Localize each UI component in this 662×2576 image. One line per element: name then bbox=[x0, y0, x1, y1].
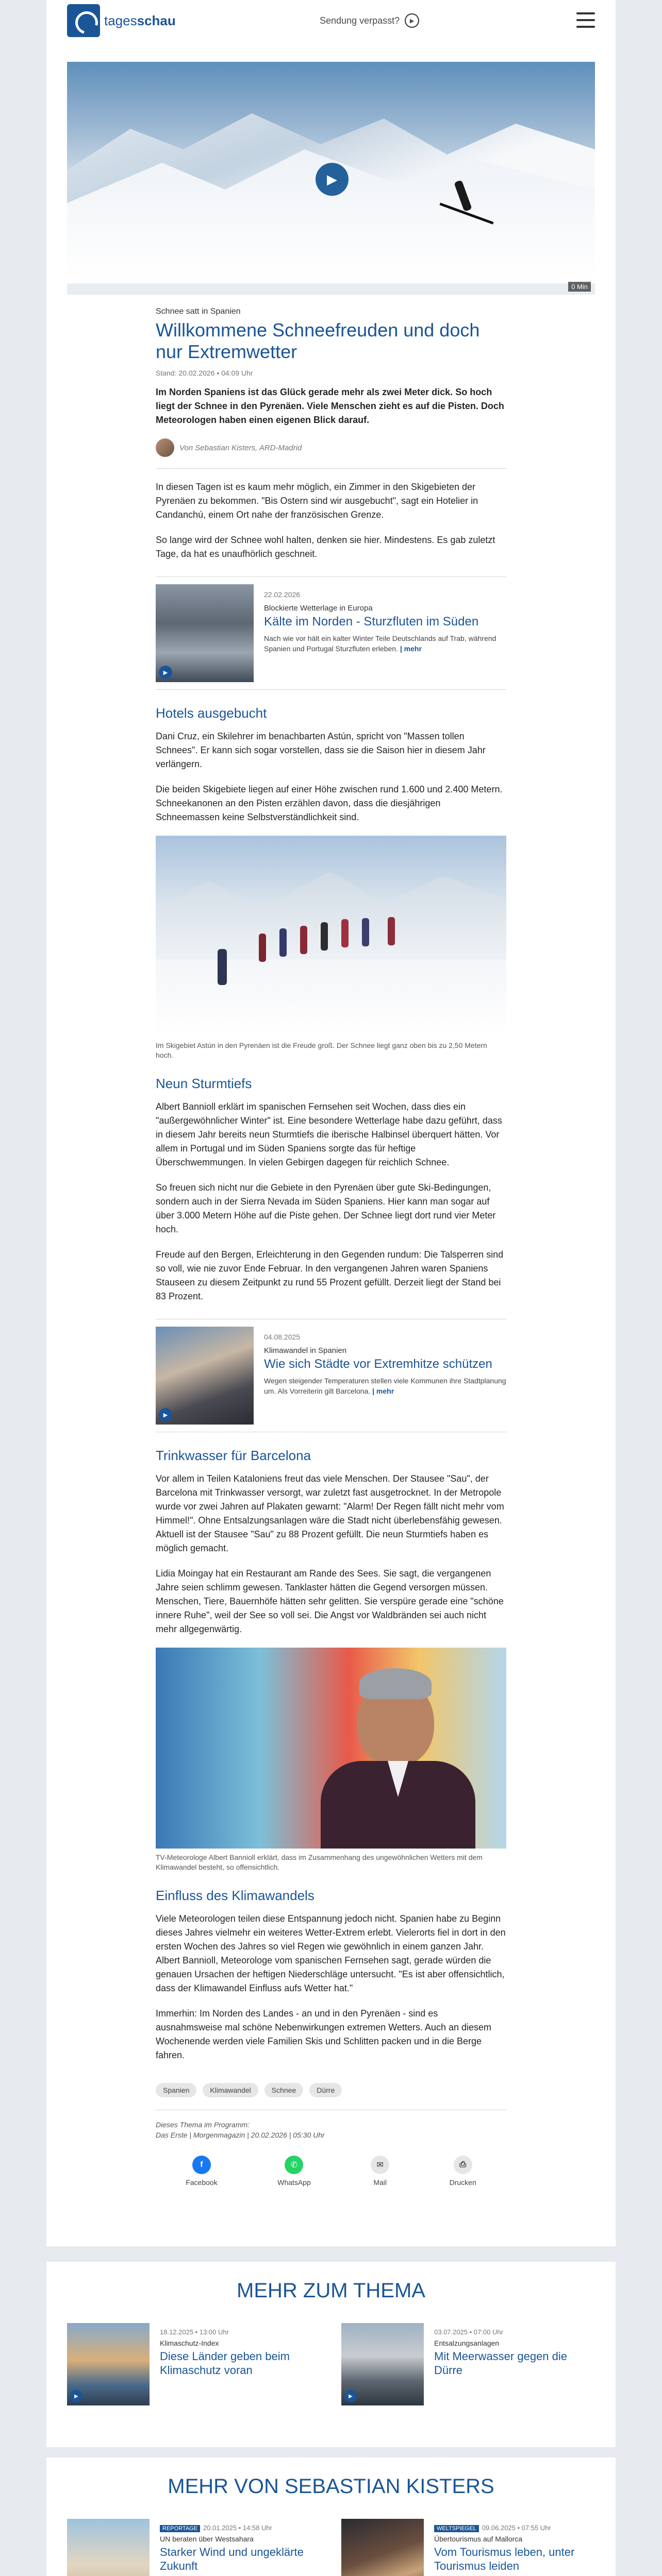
paragraph: Immerhin: Im Norden des Landes - an und in den Pyrenäen - sind es ausnahmsweise mal schöne Nebenwirkungen extremen Wetters. Auch an diesem Wochenende werden viele Familien Skis und Schlitten packen und in die Berge fahren. bbox=[156, 2008, 492, 2060]
card-topline: UN beraten über Westsahara bbox=[160, 2535, 254, 2543]
subheading: Trinkwasser für Barcelona bbox=[156, 1448, 311, 1463]
paragraph: So lange wird der Schnee wohl halten, denken sie hier. Mindestens. Es gab zuletzt Tage, da hat es unaufhörlich geschneit. bbox=[156, 535, 495, 559]
author-avatar bbox=[156, 438, 174, 457]
share-bar bbox=[156, 2156, 506, 2187]
video-icon: ▶ bbox=[159, 666, 172, 679]
author-card[interactable] bbox=[341, 2519, 595, 2576]
card-topline: Übertourismus auf Mallorca bbox=[434, 2535, 523, 2543]
figure-caption: TV-Meteorologe Albert Bannioll erklärt, dass im Zusammenhang des ungewöhnlichen Wetters mit dem Klimawandel besteht, so offensichtlich. bbox=[156, 1853, 483, 1871]
related-card[interactable] bbox=[67, 2323, 321, 2405]
tag-spanien[interactable]: Spanien bbox=[156, 2083, 196, 2097]
skiers-image[interactable] bbox=[156, 836, 506, 1037]
tv-note-detail: Das Erste | Morgenmagazin | 20.02.2026 | 05:30 Uhr bbox=[156, 2131, 325, 2139]
paragraph: Dani Cruz, ein Skilehrer im benachbarten Astún, spricht von "Massen tollen Schnees". Er kann sich sogar vorstellen, dass sie die Saison hier in diesem Jahr verlängern. bbox=[156, 731, 486, 769]
section-title: MEHR ZUM THEMA bbox=[237, 2279, 425, 2302]
card-badge: REPORTAGE bbox=[160, 2525, 200, 2532]
teaser-topline: Blockierte Wetterlage in Europa bbox=[264, 604, 373, 613]
card-title[interactable]: Diese Länder geben beim Klimaschutz voran bbox=[160, 2350, 290, 2377]
card-date: 09.06.2025 • 07:55 Uhr bbox=[482, 2524, 551, 2532]
tag-duerre[interactable]: Dürre bbox=[309, 2083, 342, 2097]
video-icon: ▶ bbox=[70, 2390, 82, 2402]
card-image bbox=[341, 2323, 424, 2405]
section-title: MEHR VON SEBASTIAN KISTERS bbox=[168, 2475, 494, 2498]
more-link[interactable]: | mehr bbox=[372, 1387, 394, 1395]
paragraph: Albert Bannioll erklärt im spanischen Fernsehen seit Wochen, dass dies ein "außergewöhnlicher Winter" ist. Eine besondere Wetterlage habe dazu geführt, dass in diesem Jahr bereits neun Sturmtiefs die iberische Halbinsel überquert hätten. Vor allem in Portugal und im Süden Spaniens sorgte das für heftige Überschwemmungen. In vielen Gebirgen dagegen für reichlich Schnee. bbox=[156, 1101, 502, 1167]
more-link[interactable]: | mehr bbox=[400, 645, 422, 653]
tag-schnee[interactable]: Schnee bbox=[264, 2083, 303, 2097]
site-header bbox=[46, 0, 616, 41]
video-play-icon[interactable]: ▶ bbox=[316, 163, 349, 196]
teaser-text: Nach wie vor hält ein kalter Winter Teile Deutschlands auf Trab, während Spanien und Portugal Sturzfluten erleben. | mehr bbox=[264, 634, 496, 653]
logo-icon bbox=[67, 4, 100, 37]
teaser-image bbox=[156, 584, 254, 682]
video-duration: 0 Min bbox=[568, 282, 591, 292]
subheading: Neun Sturmtiefs bbox=[156, 1076, 252, 1091]
paragraph: Viele Meteorologen teilen diese Entspannung jedoch nicht. Spanien habe zu Beginn dieses Jahres vielmehr ein weiteres Wetter-Extrem erlebt. Vielerorts fiel in dort in den ersten Wochen des Jahres so viel Regen wie gewöhnlich in einem ganzen Jahr. Albert Bannioll, Meteorologe vom spanischen Fernsehen sagt, gerade würden die genauen Ursachen der heftigen Niederschläge untersucht. "Es ist aber offensichtlich, dass der Klimawandel Einfluss aufs Wetter hat." bbox=[156, 1913, 506, 1993]
tv-note-heading: Dieses Thema im Programm: bbox=[156, 2121, 250, 2129]
teaser-date: 04.08.2025 bbox=[264, 1333, 301, 1341]
weather-map-image[interactable] bbox=[156, 1648, 506, 1849]
print-icon: ⎙ bbox=[454, 2156, 472, 2174]
card-image bbox=[341, 2519, 424, 2576]
card-title[interactable]: Mit Meerwasser gegen die Dürre bbox=[434, 2350, 568, 2377]
teaser-topline: Klimawandel in Spanien bbox=[264, 1346, 347, 1355]
author-name: Von Sebastian Kisters, ARD-Madrid bbox=[179, 443, 302, 452]
teaser-extremhitze[interactable] bbox=[156, 1319, 506, 1432]
sendung-verpasst-label: Sendung verpasst? bbox=[320, 15, 400, 26]
card-title[interactable]: Vom Tourismus leben, unter Tourismus leiden bbox=[434, 2546, 575, 2572]
tagesschau-logo[interactable] bbox=[67, 4, 176, 37]
article-title: Willkommene Schneefreuden und doch nur Extremwetter bbox=[156, 319, 480, 362]
card-topline: Entsalzungsanlagen bbox=[434, 2339, 500, 2347]
author-card[interactable] bbox=[67, 2519, 321, 2576]
card-date: 03.07.2025 • 07:00 Uhr bbox=[434, 2328, 503, 2336]
figure-skiers bbox=[156, 836, 506, 1060]
tv-program-note bbox=[156, 2110, 506, 2140]
figure-meteorologe bbox=[156, 1648, 506, 1872]
video-icon: ▶ bbox=[159, 1408, 172, 1421]
share-facebook[interactable]: f Facebook bbox=[186, 2156, 217, 2187]
whatsapp-icon: ✆ bbox=[285, 2156, 303, 2174]
section-mehr-vom-autor bbox=[46, 2458, 616, 2576]
paragraph: So freuen sich nicht nur die Gebiete in den Pyrenäen über gute Ski-Bedingungen, sondern auch in der Sierra Nevada im Süden Spaniens. Hier kann man sogar auf über 3.000 Metern Höhe auf die Piste gehen. Der Schnee liegt dort rund vier Meter hoch. bbox=[156, 1182, 496, 1234]
card-image bbox=[67, 2519, 150, 2576]
section-mehr-zum-thema bbox=[46, 2262, 616, 2447]
logo-text-bold: schau bbox=[137, 12, 176, 28]
card-date: 18.12.2025 • 13:00 Uhr bbox=[160, 2328, 229, 2336]
card-date: 20.01.2025 • 14:58 Uhr bbox=[203, 2524, 272, 2532]
sendung-verpasst-link[interactable] bbox=[320, 13, 419, 28]
mail-icon: ✉ bbox=[371, 2156, 389, 2174]
teaser-title[interactable]: Wie sich Städte vor Extremhitze schützen bbox=[264, 1357, 492, 1371]
related-card[interactable] bbox=[341, 2323, 595, 2405]
logo-text-light: tages bbox=[104, 12, 137, 28]
card-title[interactable]: Starker Wind und ungeklärte Zukunft bbox=[160, 2546, 304, 2572]
article-meta: Stand: 20.02.2026 • 04:09 Uhr bbox=[156, 369, 253, 377]
share-mail[interactable]: ✉ Mail bbox=[371, 2156, 389, 2187]
paragraph: Lidia Moingay hat ein Restaurant am Rande des Sees. Sie sagt, die vergangenen Jahre seien schlimm gewesen. Tanklaster hätten die Gegend versorgen müssen. Menschen, Tiere, Bauernhöfe hätten sehr gelitten. Sie verspüre gerade eine "schöne innere Ruhe", weil der See so voll sei. Die Angst vor Waldbränden sei auch nicht mehr allgegenwärtig. bbox=[156, 1568, 504, 1634]
share-print[interactable]: ⎙ Drucken bbox=[450, 2156, 476, 2187]
paragraph: Die beiden Skigebiete liegen auf einer Höhe zwischen rund 1.600 und 2.400 Metern. Schneekanonen an den Pisten erzählen davon, dass die diesjährigen Schneemassen keine Selbstverständlichkeit sind. bbox=[156, 784, 503, 822]
video-icon: ▶ bbox=[344, 2390, 357, 2402]
tag-list bbox=[156, 2083, 506, 2097]
article-container bbox=[46, 41, 616, 2246]
menu-icon[interactable] bbox=[576, 12, 595, 28]
share-whatsapp[interactable]: ✆ WhatsApp bbox=[277, 2156, 311, 2187]
article-topline: Schnee satt in Spanien bbox=[156, 307, 241, 316]
article-lead: Im Norden Spaniens ist das Glück gerade mehr als zwei Meter dick. So hoch liegt der Schnee in den Pyrenäen. Viele Menschen zieht es auf die Pisten. Doch Meteorologen haben einen eigenen Blick darauf. bbox=[156, 387, 504, 425]
hero-video[interactable] bbox=[67, 62, 595, 295]
card-topline: Klimaschutz-Index bbox=[160, 2339, 219, 2347]
paragraph: In diesen Tagen ist es kaum mehr möglich, ein Zimmer in den Skigebieten der Pyrenäen zu bekommen. "Bis Ostern sind wir ausgebucht", sagt ein Hotelier in Candanchú, einem Ort nahe der französischen Grenze. bbox=[156, 482, 478, 520]
card-badge: WELTSPIEGEL bbox=[434, 2525, 479, 2532]
play-icon: ▶ bbox=[405, 13, 419, 28]
teaser-text: Wegen steigender Temperaturen stellen viele Kommunen ihre Stadtplanung um. Als Vorreiterin gilt Barcelona. | mehr bbox=[264, 1377, 506, 1395]
subheading: Einfluss des Klimawandels bbox=[156, 1888, 315, 1903]
article-body bbox=[156, 299, 506, 2187]
teaser-title[interactable]: Kälte im Norden - Sturzfluten im Süden bbox=[264, 615, 479, 629]
teaser-kaelte[interactable] bbox=[156, 577, 506, 690]
paragraph: Freude auf den Bergen, Erleichterung in den Gegenden rundum: Die Talsperren sind so voll, wie nie zuvor Ende Februar. In den vergangenen Jahren waren Spaniens Stauseen zu diesem Zeitpunkt zu rund 55 Prozent gefüllt. Derzeit liegt der Stand bei 83 Prozent. bbox=[156, 1249, 504, 1301]
subheading: Hotels ausgebucht bbox=[156, 705, 267, 721]
teaser-image bbox=[156, 1327, 254, 1425]
figure-caption: Im Skigebiet Astún in den Pyrenäen ist die Freude groß. Der Schnee liegt ganz oben bis zu 2,50 Metern hoch. bbox=[156, 1041, 487, 1059]
paragraph: Vor allem in Teilen Kataloniens freut das viele Menschen. Der Stausee "Sau", der Barcelona mit Trinkwasser versorgt, war zuletzt fast ausgetrocknet. In der Metropole wurde vor zwei Jahren auf Plakaten gewarnt: "Alarm! Der Regen fällt nicht mehr vom Himmel!". Ohne Entsalzungsanlagen wäre die Stadt nicht überlebensfähig gewesen. Aktuell ist der Stausee "Sau" zu 88 Prozent gefüllt. Die neun Sturmtiefs haben es möglich gemacht. bbox=[156, 1473, 504, 1553]
author-line[interactable] bbox=[156, 438, 506, 457]
facebook-icon: f bbox=[192, 2156, 211, 2174]
teaser-date: 22.02.2026 bbox=[264, 590, 301, 599]
card-image bbox=[67, 2323, 150, 2405]
tag-klimawandel[interactable]: Klimawandel bbox=[203, 2083, 258, 2097]
